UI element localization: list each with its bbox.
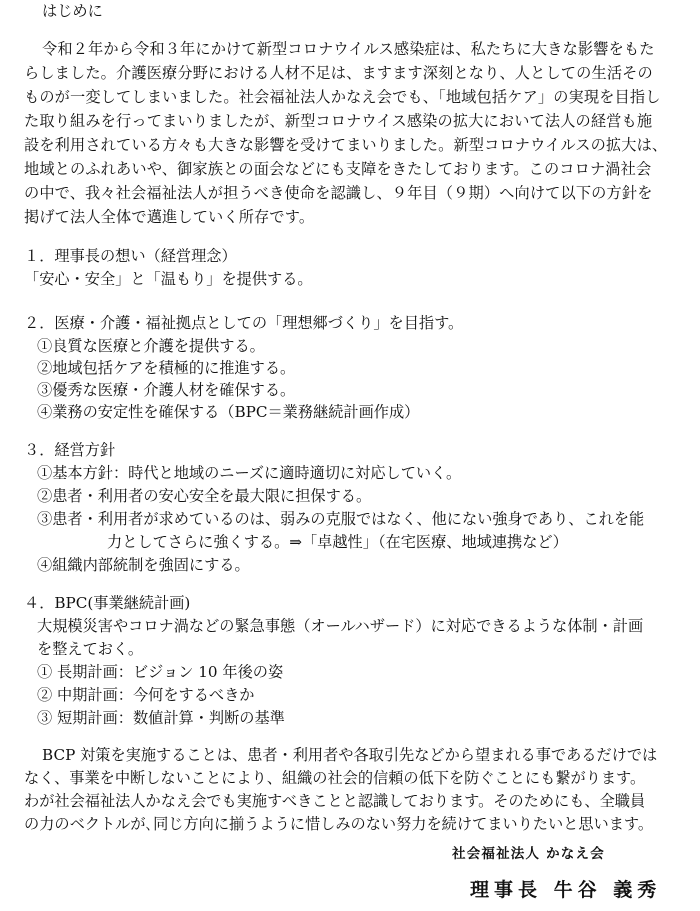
section-4-title: ４．BPC(事業継続計画) [24,594,191,612]
document-heading: はじめに [42,2,103,20]
intro-line-5: 設を利用されている方々も大きな影響を受けてまいりました。新型コロナウイルスの拡大は、 [24,136,668,154]
intro-line-8: 掲げて法人全体で邁進していく所存です。 [24,208,315,226]
intro-line-7: の中で、我々社会福祉法人が担うべき使命を認識し、９年目（９期）へ向けて以下の方針を [24,184,653,202]
intro-line-3: ものが一変してしまいました。社会福祉法人かなえ会でも、「地域包括ケア」の実現を目指し [24,88,661,106]
organization-name: 社会福祉法人 かなえ会 [452,846,605,862]
section-4-item-2: ② 中期計画：今何をするべきか [37,686,255,704]
section-3-item-1: ①基本方針：時代と地域のニーズに適時適切に対応していく。 [37,464,462,482]
intro-line-4: た取り組みを行ってまいりましたが、新型コロナウイス感染の拡大において法人の経営も施 [24,112,653,130]
section-4-body-line-1: 大規模災害やコロナ渦などの緊急事態（オールハザード）に対応できるような体制・計画 [37,617,644,635]
chairman-signature: 理事長 牛谷 義秀 [470,879,662,901]
closing-line-2: なく、事業を中断しないことにより、組織の社会的信頼の低下を防ぐことにも繋がります。 [24,769,646,787]
intro-line-2: らしました。介護医療分野における人材不足は、ますます深刻となり、人としての生活その [24,64,653,82]
closing-line-3: わが社会福祉法人かなえ会でも実施すべきことと認識しております。そのためにも、全職員 [24,792,646,810]
section-2-item-3: ③優秀な医療・介護人材を確保する。 [37,381,296,399]
section-3-item-3-continued: 力としてさらに強くする。⇒「卓越性」（在宅医療、地域連携など） [107,533,568,551]
section-2-item-4: ④業務の安定性を確保する（BPC＝業務継続計画作成） [37,403,420,421]
section-1-title: １．理事長の想い（経営理念） [24,247,237,265]
intro-line-6: 地域とのふれあいや、御家族との面会などにも支障をきたしております。このコロナ渦社会 [24,160,652,178]
closing-line-1: BCP 対策を実施することは、患者・利用者や各取引先などから望まれる事であるだけでは [42,746,658,764]
section-4-item-3: ③ 短期計画：数値計算・判断の基準 [37,709,285,727]
section-4-item-1: ① 長期計画：ビジョン 10 年後の姿 [37,663,284,681]
section-3-item-3: ③患者・利用者が求めているのは、弱みの克服ではなく、他にない強身であり、これを能 [37,510,645,528]
section-4-body-line-2: を整えておく。 [37,640,144,658]
section-3-title: ３．経営方針 [24,441,116,459]
closing-line-4: の力のベクトルが､同じ方向に揃うように惜しみのない努力を続けてまいりたいと思います。 [24,815,654,833]
section-2-item-1: ①良質な医療と介護を提供する。 [37,337,265,355]
section-2-item-2: ②地域包括ケアを積極的に推進する。 [37,359,296,377]
section-3-item-2: ②患者・利用者の安心安全を最大限に担保する。 [37,487,372,505]
section-3-item-4: ④組織内部統制を強固にする。 [37,556,250,574]
section-1-body: 「安心・安全」と「温もり」を提供する。 [24,270,313,288]
intro-line-1: 令和２年から令和３年にかけて新型コロナウイルス感染症は、私たちに大きな影響をもた [42,40,655,58]
section-2-title: ２．医療・介護・福祉拠点としての「理想郷づくり」を目指す。 [24,314,464,332]
